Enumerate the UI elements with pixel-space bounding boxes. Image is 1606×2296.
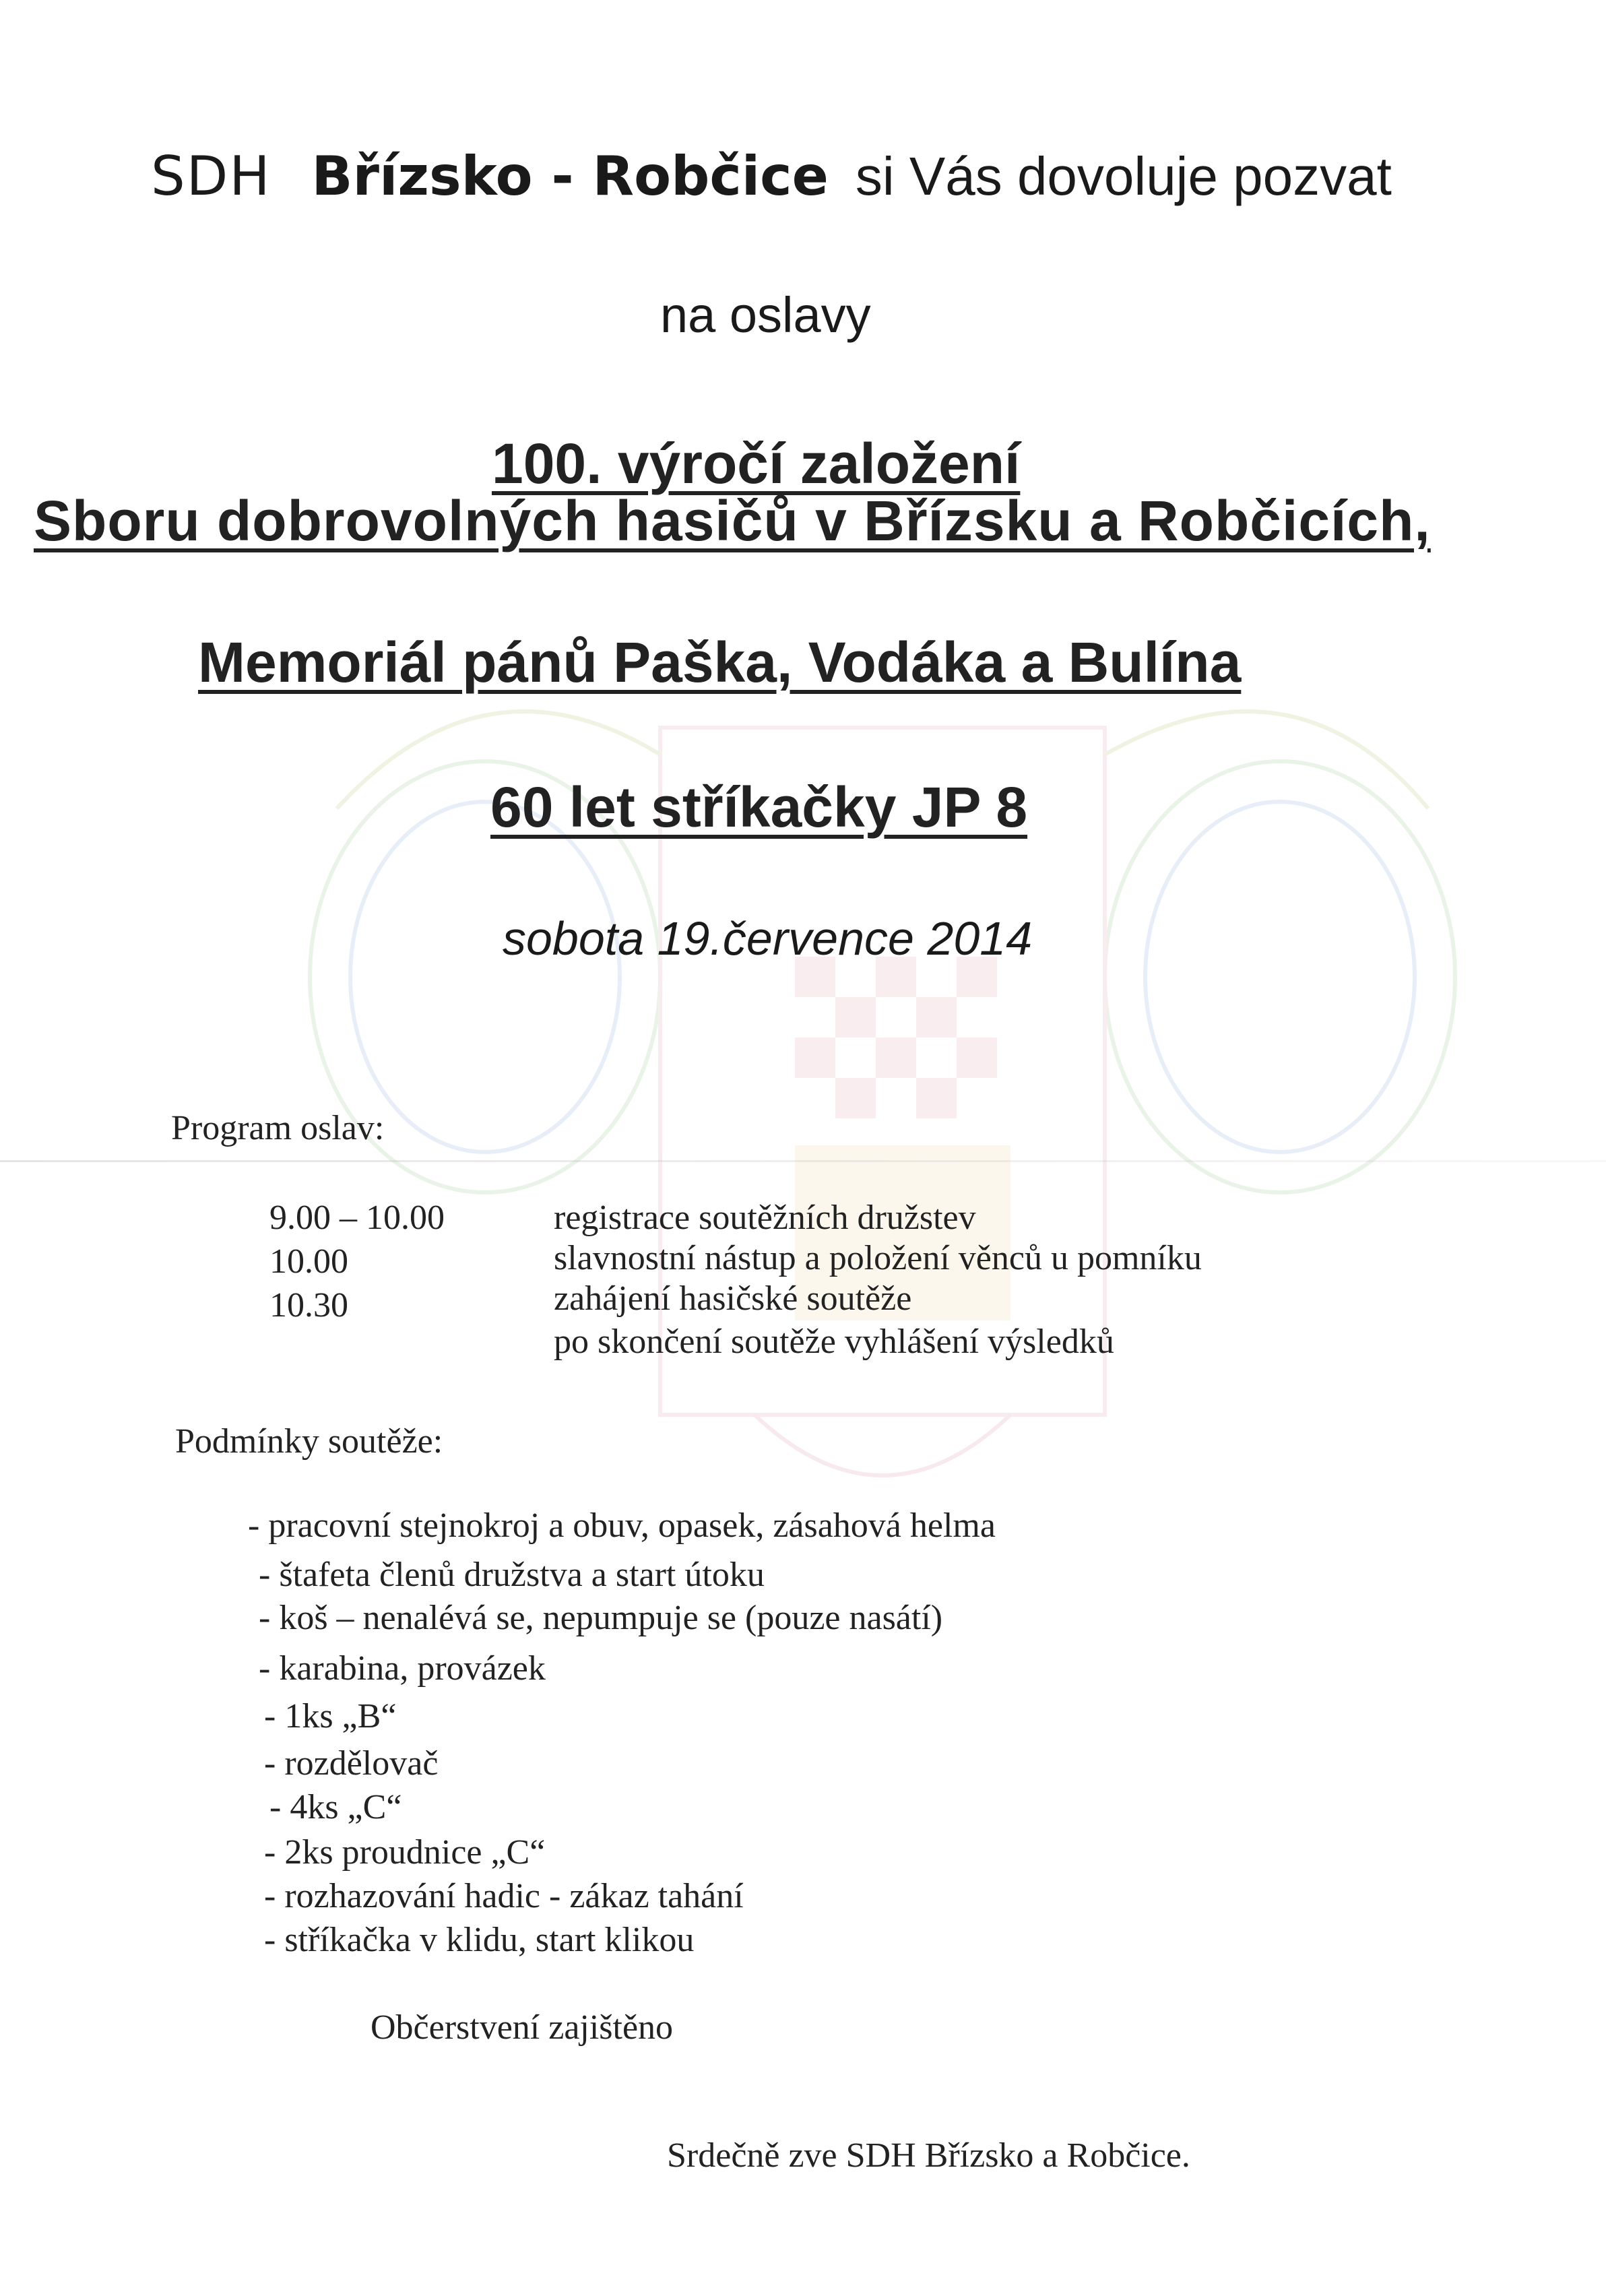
condition-item: - rozhazování hadic - zákaz tahání [264,1877,744,1915]
title-pump: 60 let stříkačky JP 8 [490,775,1028,839]
title-memorial: Memoriál pánů Paška, Vodáka a Bulína [198,631,1242,694]
condition-item: - 4ks „C“ [269,1788,402,1826]
subheading: na oslavy [660,287,871,343]
program-heading: Program oslav: [171,1109,385,1147]
conditions-heading: Podmínky soutěže: [175,1422,443,1461]
condition-item: - karabina, provázek [259,1649,546,1688]
org-place: Břízsko - Robčice [311,145,829,208]
refreshments-note: Občerstvení zajištěno [371,2008,674,2047]
header-line [151,145,1392,208]
title-anniversary: 100. výročí založení [492,432,1021,495]
program-time: 9.00 – 10.00 [269,1199,445,1237]
fold-crease [0,1160,1606,1162]
invite-text: si Vás dovoluje pozvat [855,146,1392,206]
program-time: 10.00 [269,1242,348,1281]
program-event: slavnostní nástup a položení věnců u pomníku [554,1239,1202,1277]
title-brigade: Sboru dobrovolných hasičů v Břízsku a Robčicích, [34,489,1431,552]
condition-item: - štafeta členů družstva a start útoku [259,1556,765,1594]
closing-signature: Srdečně zve SDH Břízsko a Robčice. [667,2136,1190,2175]
condition-item: - koš – nenalévá se, nepumpuje se (pouze nasátí) [259,1599,943,1637]
condition-item: - pracovní stejnokroj a obuv, opasek, zásahová helma [248,1506,996,1545]
condition-item: - 2ks proudnice „C“ [264,1833,546,1872]
program-event: registrace soutěžních družstev [554,1199,976,1237]
org-abbrev: SDH [151,145,271,208]
program-time: 10.30 [269,1286,348,1325]
event-date: sobota 19.července 2014 [503,912,1033,965]
program-event: zahájení hasičské soutěže [554,1279,912,1318]
condition-item: - stříkačka v klidu, start klikou [264,1921,695,1959]
program-event: po skončení soutěže vyhlášení výsledků [554,1322,1114,1361]
condition-item: - rozdělovač [264,1744,439,1783]
condition-item: - 1ks „B“ [264,1697,397,1735]
